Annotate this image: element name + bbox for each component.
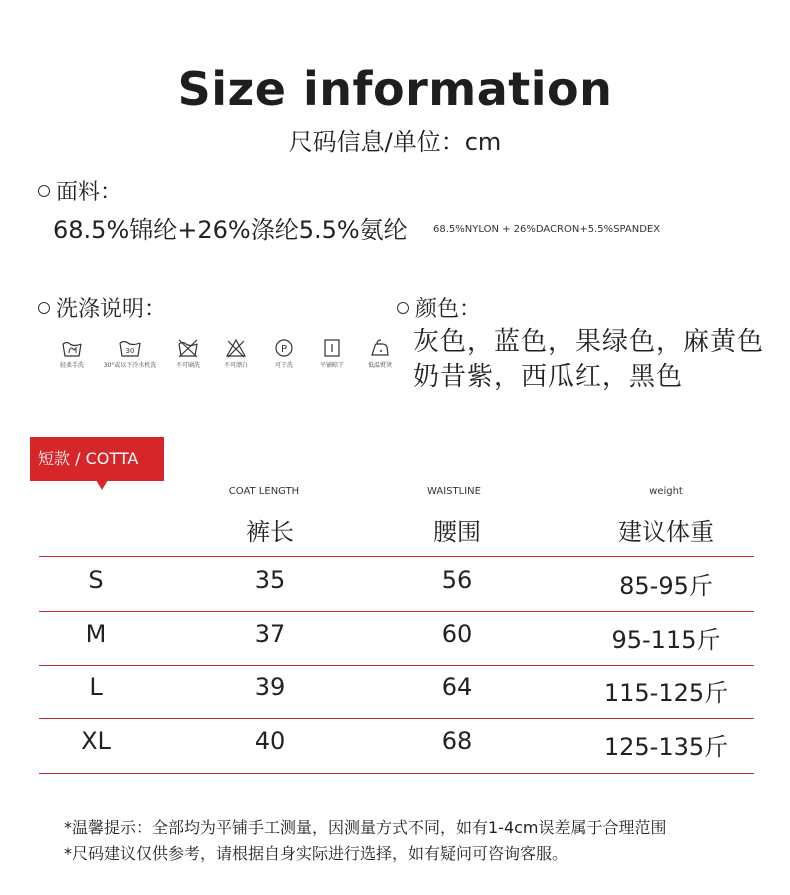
- table-divider: [39, 718, 754, 719]
- note-size-advice: *尺码建议仅供参考，请根据自身实际进行选择，如有疑问可咨询客服。: [64, 844, 569, 863]
- care-caption: 不可刷洗: [175, 362, 200, 369]
- table-divider: [39, 773, 754, 774]
- page-title: Size information: [177, 62, 613, 116]
- care-caption: 轻柔手洗: [59, 362, 84, 369]
- table-cell-waist: 64: [441, 673, 473, 701]
- bullet-icon: [38, 185, 50, 197]
- care-caption: 平铺晾干: [319, 362, 344, 369]
- care-section-label: [38, 292, 166, 323]
- svg-text:30: 30: [125, 347, 135, 355]
- no-tumble-dry-icon: [177, 338, 199, 358]
- care-caption: 30°或以下冷水机洗: [103, 362, 157, 369]
- fabric-label: 面料：: [56, 180, 123, 205]
- care-caption: 不可漂白: [223, 362, 248, 369]
- page-subtitle: 尺码信息/单位：cm: [288, 128, 502, 156]
- table-cell-size: S: [88, 566, 104, 594]
- table-cell-size: XL: [81, 727, 111, 755]
- care-item: [267, 338, 301, 369]
- fabric-composition-cn: 68.5%锦纶+26%涤纶5.5%氨纶: [53, 216, 408, 244]
- wash-30-icon: [119, 338, 141, 358]
- column-header-en: WAISTLINE: [427, 486, 481, 497]
- table-cell-waist: 60: [441, 620, 473, 648]
- care-item: [219, 338, 253, 369]
- care-item: [55, 338, 89, 369]
- column-header-en: COAT LENGTH: [228, 486, 300, 497]
- care-item: [171, 338, 205, 369]
- bullet-icon: [397, 302, 409, 314]
- table-cell-weight: 95-115斤: [611, 626, 721, 654]
- low-iron-icon: [369, 338, 391, 358]
- care-item: [315, 338, 349, 369]
- dry-clean-p-icon: [273, 338, 295, 358]
- no-bleach-icon: [225, 338, 247, 358]
- column-header-cn: 建议体重: [618, 518, 714, 546]
- hand-wash-icon: [61, 338, 83, 358]
- fabric-composition-en: 68.5%NYLON + 26%DACRON+5.5%SPANDEX: [433, 224, 661, 235]
- colors-list: [413, 325, 764, 395]
- colors-line-2: 奶昔紫，西瓜红，黑色: [413, 362, 684, 392]
- table-cell-length: 37: [254, 620, 286, 648]
- care-icons-row: [55, 338, 397, 369]
- care-label: 洗涤说明：: [56, 297, 167, 322]
- table-cell-waist: 68: [441, 727, 473, 755]
- column-header-cn: 裤长: [246, 518, 294, 546]
- care-caption: 低温熨烫: [367, 362, 392, 369]
- table-cell-length: 39: [254, 673, 286, 701]
- note-measurement: *温馨提示：全部均为平铺手工测量，因测量方式不同，如有1-4cm误差属于合理范围: [64, 818, 667, 837]
- colors-line-1: 灰色，蓝色，果绿色，麻黄色: [413, 327, 765, 357]
- table-divider: [39, 665, 754, 666]
- care-caption: 可干洗: [274, 362, 293, 369]
- colors-label: 颜色：: [415, 297, 482, 322]
- table-cell-length: 40: [254, 727, 286, 755]
- fabric-section-label: [38, 175, 122, 206]
- flat-dry-icon: [321, 338, 343, 358]
- table-divider: [39, 611, 754, 612]
- table-cell-weight: 125-135斤: [603, 733, 729, 761]
- table-divider: [39, 556, 754, 557]
- table-cell-weight: 85-95斤: [619, 572, 713, 600]
- column-header-en: weight: [649, 486, 683, 497]
- table-cell-size: M: [85, 620, 107, 648]
- style-tag: 短款 / COTTA: [30, 437, 164, 481]
- column-header-cn: 腰围: [433, 518, 481, 546]
- style-tag-pointer: [96, 480, 108, 490]
- table-cell-waist: 56: [441, 566, 473, 594]
- bullet-icon: [38, 302, 50, 314]
- care-item: [103, 338, 157, 369]
- table-cell-length: 35: [254, 566, 286, 594]
- care-item: [363, 338, 397, 369]
- table-cell-size: L: [89, 673, 103, 701]
- colors-section-label: [397, 292, 481, 323]
- svg-text:P: P: [280, 344, 288, 355]
- table-cell-weight: 115-125斤: [603, 679, 729, 707]
